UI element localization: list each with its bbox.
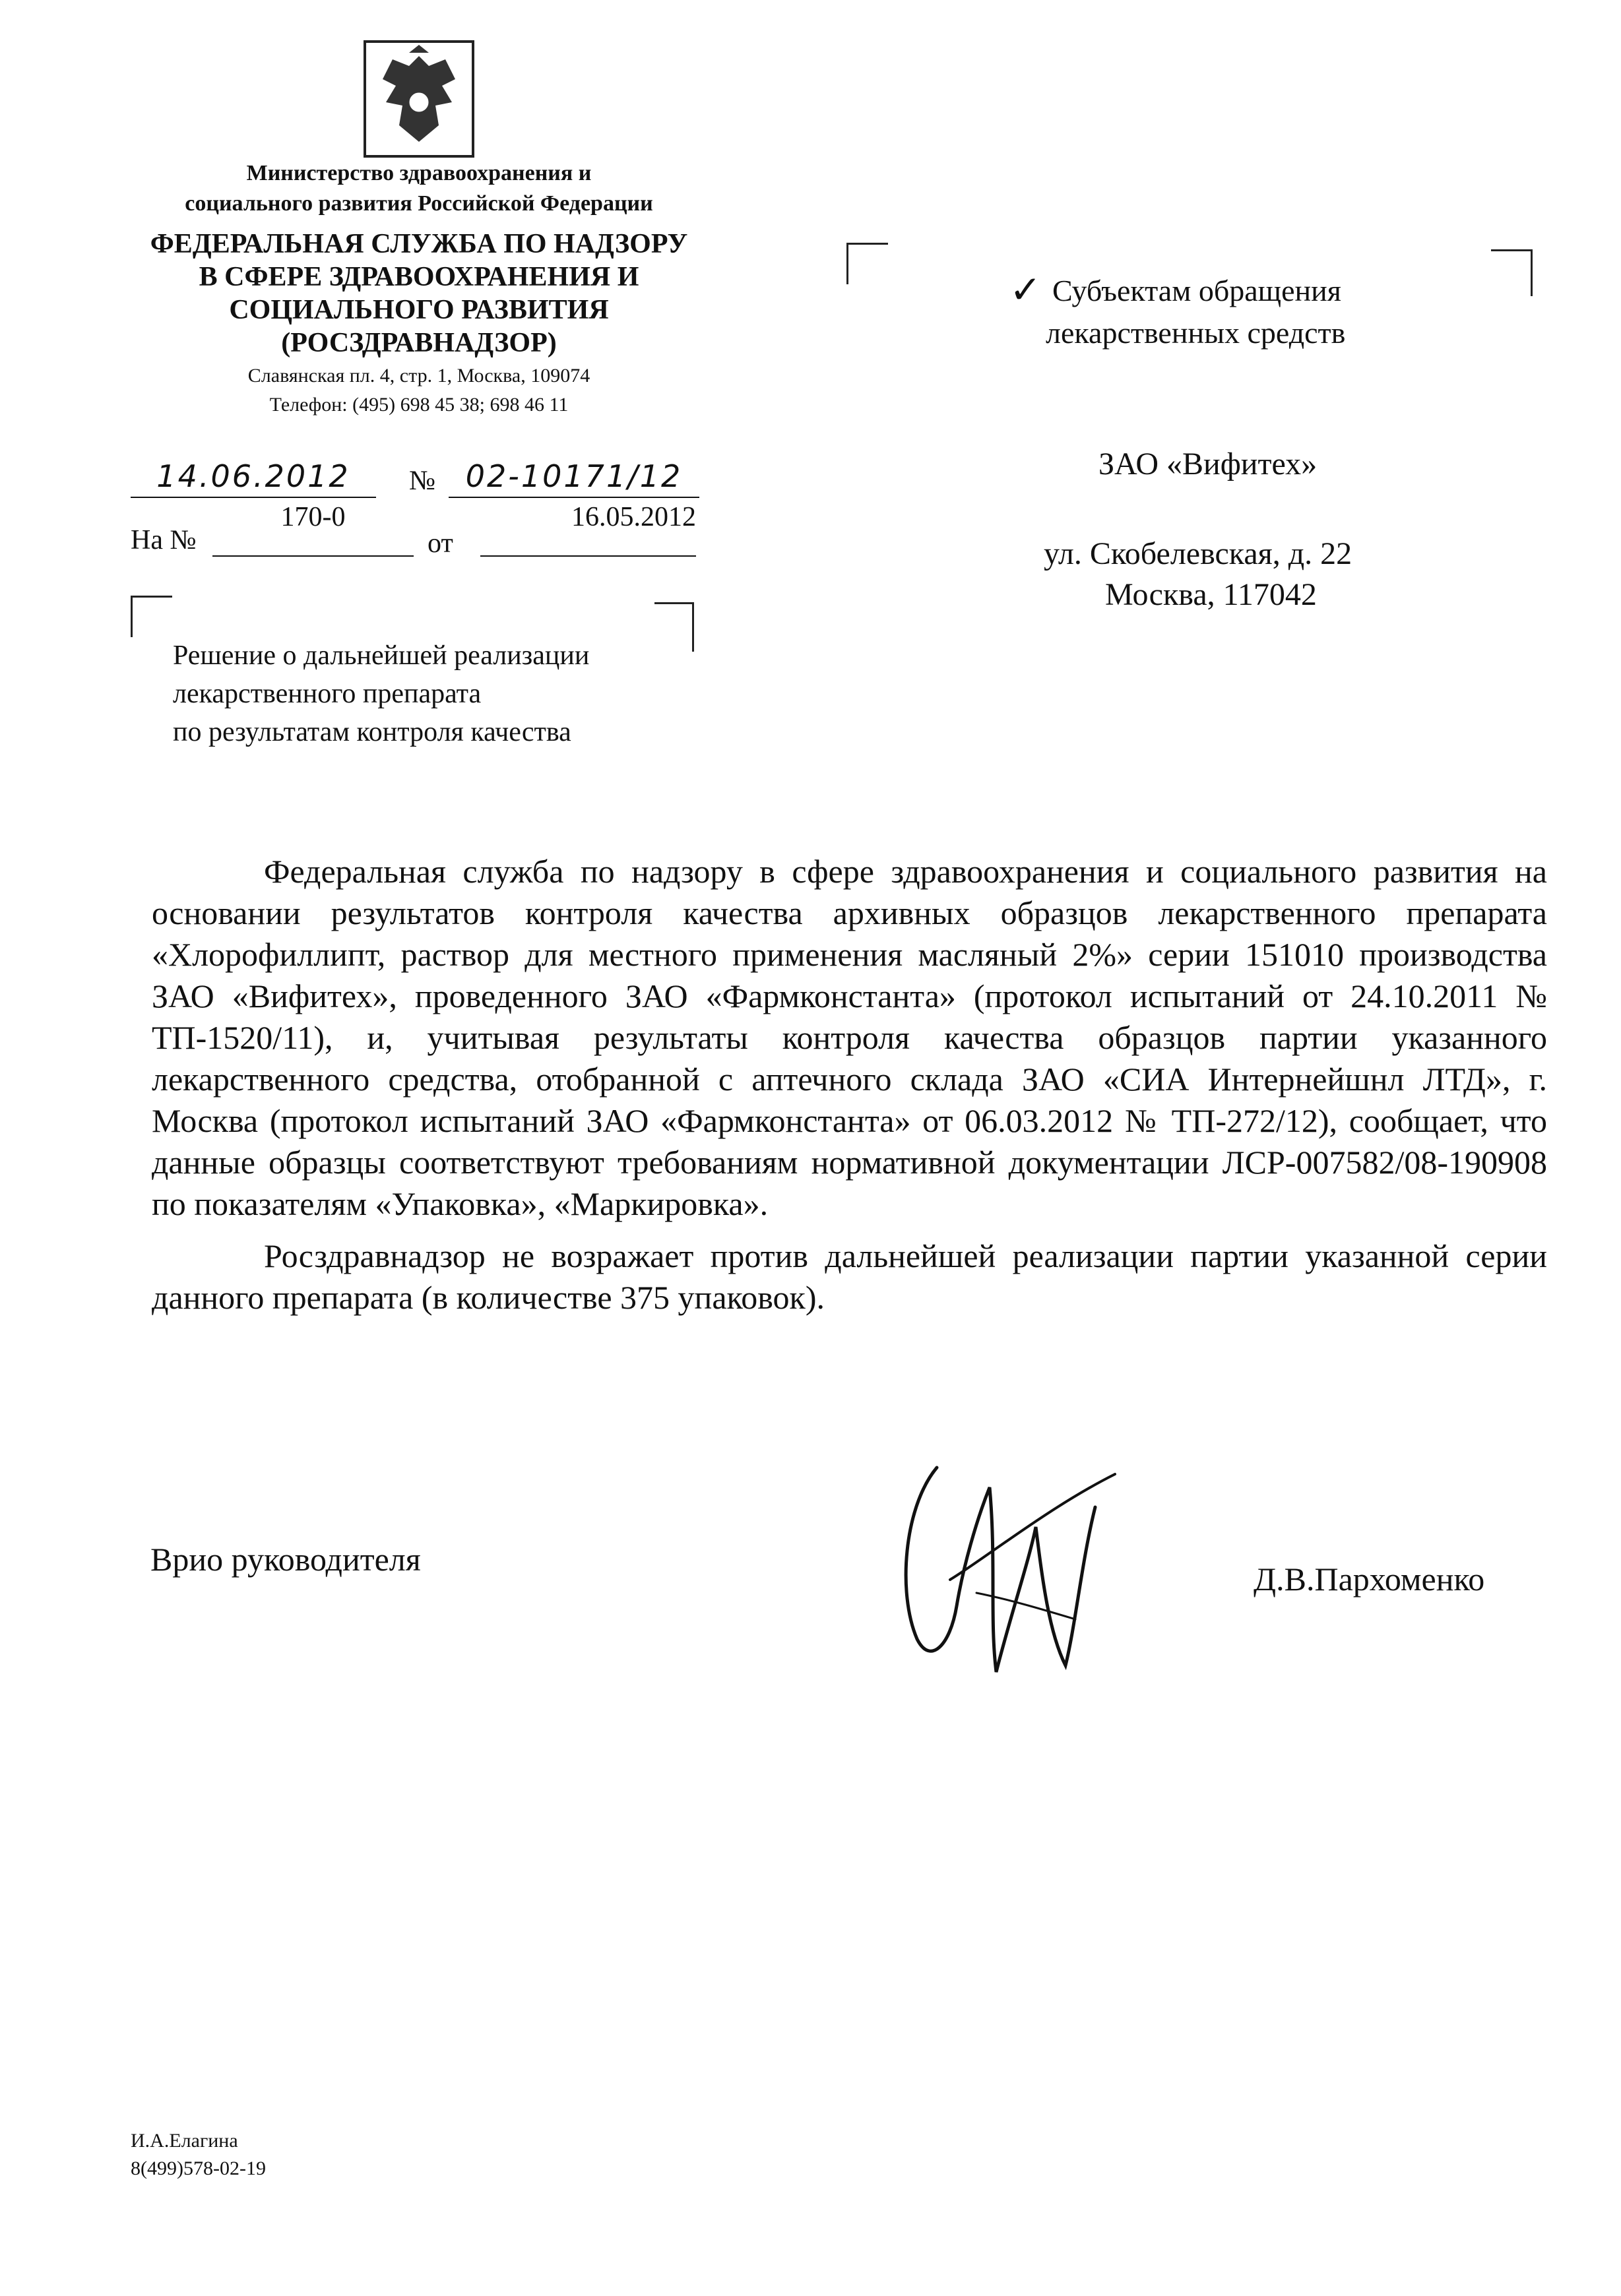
recipient-bracket-left (846, 243, 888, 284)
ministry-line: Министерство здравоохранения и (246, 161, 592, 185)
handwritten-signature (877, 1448, 1128, 1712)
reference-label: На № (131, 525, 197, 555)
service-name (99, 228, 739, 359)
service-line: ФЕДЕРАЛЬНАЯ СЛУЖБА ПО НАДЗОРУ (150, 229, 688, 259)
ministry-header (99, 158, 739, 219)
subject-line: Решение о дальнейшей реализации (173, 640, 590, 671)
recipient-city: Москва, 117042 (1105, 577, 1317, 612)
outgoing-number: 02-10171/12 (449, 458, 699, 498)
check-mark-icon: ✓ (1009, 267, 1042, 312)
service-address (99, 361, 739, 419)
subject-bracket-left (131, 596, 172, 637)
executor-name: И.А.Елагина (131, 2130, 238, 2152)
number-sign: № (409, 466, 436, 496)
recipient-street: ул. Скобелевская, д. 22 (1044, 536, 1352, 571)
signatory-name: Д.В.Пархоменко (1254, 1561, 1485, 1598)
subject-line: лекарственного препарата (173, 679, 482, 709)
body-paragraph: Федеральная служба по надзору в сфере здравоохранения и социального развития на основании результатов контроля качества архивных образцов лекарственного препарата «Хлорофиллипт, раствор для местного применения масляный 2%» серии 151010 производства ЗАО «Вифитех», проведенного ЗАО «Фармконстанта» (протокол испытаний от 24.10.2011 № ТП-1520/11), и, учитывая результаты контроля качества образцов партии указанного лекарственного средства, отобранной с аптечного склада ЗАО «СИА Интернейшнл ЛТД», г. Москва (протокол испытаний ЗАО «Фармконстанта» от 06.03.2012 № ТП-272/12), сообщает, что данные образцы соответствуют требованиям нормативной документации ЛСР-007582/08-190908 по показателям «Упаковка», «Маркировка». (152, 853, 1547, 1222)
reference-date: 16.05.2012 (480, 501, 696, 557)
subject-line: по результатам контроля качества (173, 717, 571, 747)
service-line: СОЦИАЛЬНОГО РАЗВИТИЯ (229, 295, 609, 325)
ministry-line: социального развития Российской Федерации (185, 191, 653, 216)
recipient-line: лекарственных средств (1046, 316, 1346, 350)
executor-phone: 8(499)578-02-19 (131, 2157, 266, 2179)
recipient-bracket-right (1491, 249, 1533, 296)
recipient-company: ЗАО «Вифитех» (1098, 447, 1318, 481)
outgoing-date: 14.06.2012 (131, 458, 376, 498)
body-paragraph: Росздравнадзор не возражает против дальнейшей реализации партии указанной серии данного препарата (в количестве 375 упаковок). (152, 1237, 1547, 1316)
coat-of-arms-emblem (363, 40, 475, 158)
service-line: (РОСЗДРАВНАДЗОР) (281, 328, 557, 358)
executor-info (131, 2127, 266, 2183)
letter-body (152, 851, 1547, 1329)
service-line: В СФЕРЕ ЗДРАВООХРАНЕНИЯ И (199, 262, 639, 292)
recipient-line: Субъектам обращения (1052, 274, 1341, 307)
address-line: Славянская пл. 4, стр. 1, Москва, 109074 (247, 365, 590, 387)
address-line: Телефон: (495) 698 45 38; 698 46 11 (269, 394, 569, 416)
signatory-position: Врио руководителя (150, 1541, 421, 1578)
letter-subject (173, 636, 714, 751)
reference-number: 170-0 (212, 501, 414, 557)
from-label: от (428, 528, 453, 559)
